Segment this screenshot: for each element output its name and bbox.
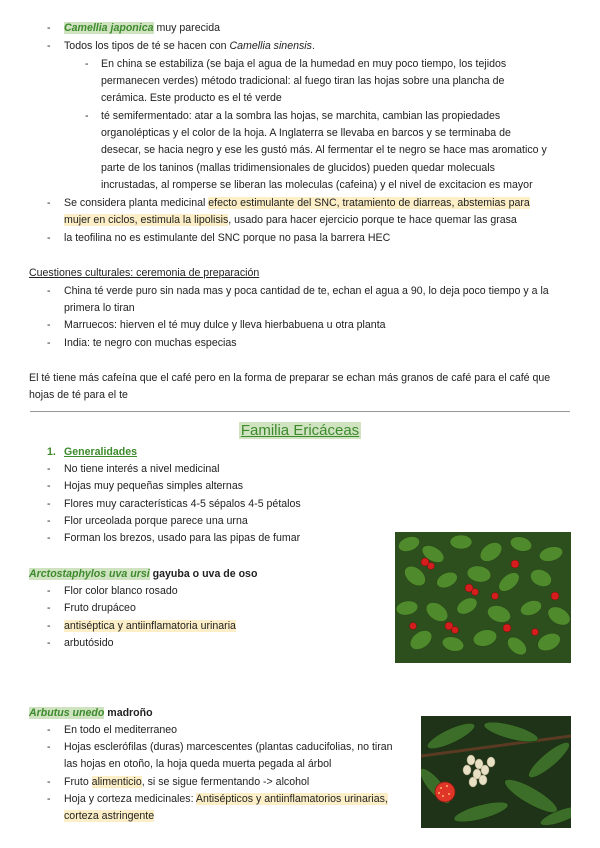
- bullet-dash: -: [47, 793, 51, 805]
- species-heading: [29, 567, 257, 581]
- text-span: Todos los tipos de té se hacen con: [64, 40, 230, 52]
- list-number: 1.: [47, 446, 56, 458]
- text-span: , si se sigue fermentando -> alcohol: [141, 776, 310, 788]
- text-line: arbutósido: [64, 637, 114, 649]
- bullet-dash: -: [47, 40, 51, 52]
- species-name: Camellia japonica: [64, 22, 154, 34]
- text-line: [64, 792, 388, 806]
- paragraph-line: El té tiene más cafeína que el café pero en la forma de preparar se echan más granos de café para el café que: [29, 372, 551, 384]
- text-line: [64, 39, 315, 53]
- text-line: Fruto drupáceo: [64, 602, 136, 614]
- bullet-dash: -: [47, 232, 51, 244]
- section-title: [0, 422, 600, 439]
- highlighted-text: mujer en ciclos, estimula la lipolisis: [64, 214, 229, 226]
- text-line: Marruecos: hierven el té muy dulce y lleva hierbabuena u otra planta: [64, 319, 386, 331]
- text-span: Hoja y corteza medicinales:: [64, 793, 196, 805]
- species-name: Arctostaphylos uva ursi: [29, 568, 150, 580]
- horizontal-rule: [30, 411, 570, 412]
- uva-ursi-illustration: [395, 532, 571, 663]
- subsection-heading: Generalidades: [64, 446, 138, 458]
- text-line: En todo el mediterraneo: [64, 724, 178, 736]
- paragraph-line: hojas de té para el te: [29, 389, 128, 401]
- bullet-dash: -: [47, 637, 51, 649]
- bullet-dash: -: [47, 776, 51, 788]
- text-line: la teofilina no es estimulante del SNC porque no pasa la barrera HEC: [64, 232, 391, 244]
- text-line: Forman los brezos, usado para las pipas de fumar: [64, 532, 301, 544]
- species-name: Arbutus unedo: [29, 707, 105, 719]
- section-heading: Cuestiones culturales: ceremonia de preparación: [29, 267, 260, 279]
- bullet-dash: -: [47, 602, 51, 614]
- text-span: Fruto: [64, 776, 92, 788]
- common-name: madroño: [104, 707, 153, 719]
- bullet-dash: -: [47, 22, 51, 34]
- text-line: [64, 213, 517, 227]
- highlighted-text: corteza astringente: [64, 810, 155, 822]
- text-line: [64, 21, 220, 35]
- madrono-photo: [421, 716, 571, 828]
- text-line: En china se estabiliza (se baja el agua de la humedad en muy poco tiempo, los tejidos: [101, 58, 507, 70]
- text-line: Flores muy características 4-5 sépalos 4-5 pétalos: [64, 498, 301, 510]
- species-heading: [29, 706, 153, 720]
- species-name: Camellia sinensis: [229, 40, 312, 52]
- highlighted-text: efecto estimulante del SNC, tratamiento de diarreas, abstemias para: [208, 197, 530, 209]
- text-line: Hojas esclerófilas (duras) marcescentes (plantas caducifolias, no tiran: [64, 741, 393, 753]
- bullet-dash: -: [47, 337, 51, 349]
- text-line: permanecen verdes) método tradicional: al fuego tiran las hojas sobre una plancha de: [101, 75, 505, 87]
- bullet-dash: -: [47, 515, 51, 527]
- uva-ursi-photo: [395, 532, 571, 663]
- highlighted-text: antiséptica y antiinflamatoria urinaria: [64, 620, 236, 632]
- text-line: té semifermentado: atar a la sombra las hojas, se marchita, cambian las propiedades: [101, 110, 501, 122]
- text-line: China té verde puro sin nada mas y poca cantidad de te, echan el agua a 90, lo deja poco tiempo y a la: [64, 285, 549, 297]
- text-line: organolépticas y el color de la hoja. A Inglaterra se llevaba en barcos y se terminaba de: [101, 127, 511, 139]
- text-line: [64, 809, 154, 823]
- text-line: [64, 619, 236, 633]
- bullet-dash: -: [47, 620, 51, 632]
- bullet-dash: -: [47, 724, 51, 736]
- highlighted-text: alimenticio: [91, 776, 142, 788]
- text-line: Flor color blanco rosado: [64, 585, 178, 597]
- text-line: parte de los taninos (mallas tridimensionales de glucidos) pueden quedar molecuals: [101, 162, 495, 174]
- text-span: , usado para hacer ejercicio porque te hace quemar las grasa: [228, 214, 517, 226]
- bullet-dash: -: [47, 319, 51, 331]
- bullet-dash: -: [47, 197, 51, 209]
- common-name: gayuba o uva de oso: [149, 568, 258, 580]
- bullet-dash: -: [47, 585, 51, 597]
- text-line: Hojas muy pequeñas simples alternas: [64, 480, 244, 492]
- bullet-dash: -: [47, 463, 51, 475]
- text-line: [64, 775, 309, 789]
- bullet-dash: -: [47, 498, 51, 510]
- text-line: cerámica. Este producto es el té verde: [101, 92, 282, 104]
- text-line: desecar, se hacia negro y ese les gustó más. Al fermentar el te negro se hace mas aromatico y: [101, 144, 547, 156]
- text-span: .: [311, 40, 315, 52]
- text-line: [64, 196, 530, 210]
- text-line: No tiene interés a nivel medicinal: [64, 463, 220, 475]
- highlighted-text: Antisépticos y antiinflamatorios urinarias,: [195, 793, 388, 805]
- bullet-dash: -: [47, 285, 51, 297]
- text-line: primera lo tiran: [64, 302, 135, 314]
- title-text: Familia Ericáceas: [240, 422, 360, 439]
- text-line: las hojas en otoño, la hoja queda muerta pegada al árbol: [64, 758, 332, 770]
- text-line: incrustadas, al romperse se liberan las moleculas (cafeina) y el nivel de excitacion es mayor: [101, 179, 533, 191]
- text-span: muy parecida: [153, 22, 221, 34]
- madrono-illustration: [421, 716, 571, 828]
- bullet-dash: -: [85, 110, 89, 122]
- bullet-dash: -: [85, 58, 89, 70]
- text-line: India: te negro con muchas especias: [64, 337, 237, 349]
- text-line: Flor urceolada porque parece una urna: [64, 515, 248, 527]
- bullet-dash: -: [47, 741, 51, 753]
- bullet-dash: -: [47, 480, 51, 492]
- bullet-dash: -: [47, 532, 51, 544]
- text-span: Se considera planta medicinal: [64, 197, 209, 209]
